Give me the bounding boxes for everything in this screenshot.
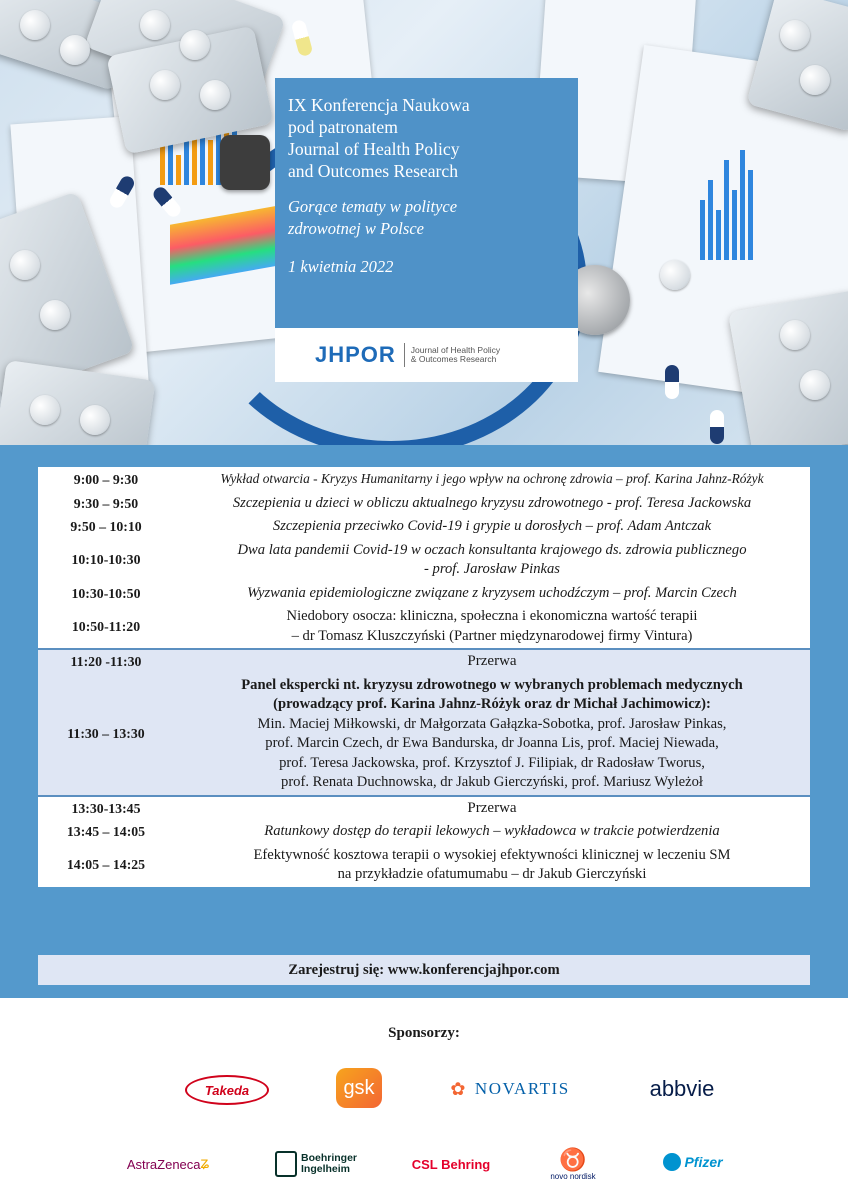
pill xyxy=(180,30,210,60)
agenda-time: 9:50 – 10:10 xyxy=(70,519,142,534)
agenda-topic-line: – dr Tomasz Kluszczyński (Partner międzynarodowej firmy Vintura) xyxy=(291,627,693,644)
agenda-row-break xyxy=(38,796,810,821)
pill xyxy=(780,320,810,350)
agenda-topic-line: na przykładzie ofatumumabu – dr Jakub Gierczyński xyxy=(337,866,647,882)
pill xyxy=(40,300,70,330)
pill-blister xyxy=(728,290,848,445)
registration-link[interactable]: Zarejestruj się: www.konferencjajhpor.com xyxy=(38,955,810,985)
capsule xyxy=(665,365,679,399)
agenda-time: 10:30-10:50 xyxy=(71,585,141,601)
agenda-time: 10:50-11:20 xyxy=(38,605,174,649)
sponsor-abbvie-logo: abbvie xyxy=(649,1076,715,1101)
logo-divider xyxy=(404,343,405,367)
subtitle-line: Gorące tematy w polityce xyxy=(288,197,458,216)
agenda-topic xyxy=(174,844,810,887)
pill xyxy=(200,80,230,110)
pill xyxy=(20,10,50,40)
agenda-row xyxy=(38,515,810,539)
sponsor-boehringer-logo xyxy=(275,1148,361,1180)
panel-title-line: Panel ekspercki nt. kryzysu zdrowotnego w wybranych problemach medycznych xyxy=(241,676,743,693)
agenda-topic-line: Szczepienia u dzieci w obliczu aktualnego kryzysu zdrowotnego - prof. Teresa Jackowska xyxy=(232,494,752,511)
sponsor-takeda-logo: Takeda xyxy=(185,1075,269,1105)
sponsor-pfizer-name: Pfizer xyxy=(684,1154,723,1170)
conference-title xyxy=(288,94,566,182)
pill xyxy=(780,20,810,50)
agenda-time: 11:30 – 13:30 xyxy=(38,674,174,796)
pill xyxy=(80,405,110,435)
panel-speakers-line: Min. Maciej Miłkowski, dr Małgorzata Gałązka-Sobotka, prof. Jarosław Pinkas, xyxy=(257,715,727,732)
panel-title-line: (prowadzący prof. Karina Jahnz-Różyk oraz dr Michał Jachimowicz): xyxy=(273,696,711,712)
agenda-time: 13:30-13:45 xyxy=(71,800,141,816)
agenda-topic-line: Niedobory osocza: kliniczna, społeczna i ekonomiczna wartość terapii xyxy=(286,608,698,624)
title-line: and Outcomes Research xyxy=(288,161,459,181)
agenda-topic xyxy=(174,467,810,492)
panel-speakers-line: prof. Marcin Czech, dr Ewa Bandurska, dr Joanna Lis, prof. Maciej Niewada, xyxy=(265,735,719,751)
logo-wordmark: JHPOR xyxy=(315,342,396,367)
agenda-time: 10:10-10:30 xyxy=(71,552,141,568)
pill xyxy=(10,250,40,280)
pill xyxy=(140,10,170,40)
subtitle-line: zdrowotnej w Polsce xyxy=(288,219,424,238)
conference-date: 1 kwietnia 2022 xyxy=(288,257,394,276)
agenda-topic-line: Dwa lata pandemii Covid-19 w oczach konsultanta krajowego ds. zdrowia publicznego xyxy=(237,541,747,558)
pill xyxy=(60,35,90,65)
capsule xyxy=(710,410,724,444)
agenda-topic xyxy=(174,515,810,539)
conference-subtitle xyxy=(288,196,566,240)
pill xyxy=(800,65,830,95)
pill xyxy=(150,70,180,100)
logo-caption-line: Journal of Health Policy xyxy=(410,345,501,355)
agenda-topic xyxy=(174,820,810,844)
agenda-topic xyxy=(174,649,810,674)
pfizer-helix-icon xyxy=(663,1153,681,1171)
agenda-row-panel xyxy=(38,674,810,796)
panel-speakers-line: prof. Teresa Jackowska, prof. Krzysztof J. Filipiak, dr Radosław Tworus, xyxy=(279,754,705,771)
sponsor-novonordisk-logo xyxy=(548,1144,598,1184)
bar-chart-graphic xyxy=(700,140,753,260)
agenda-row xyxy=(38,467,810,492)
agenda-table xyxy=(38,467,810,887)
agenda-topic xyxy=(174,605,810,649)
pill xyxy=(800,370,830,400)
sponsor-novartis-logo xyxy=(445,1074,575,1104)
sponsors-heading: Sponsorzy: xyxy=(388,1025,460,1041)
panel-speakers-line: prof. Renata Duchnowska, dr Jakub Gierczyński, prof. Mariusz Wyleżoł xyxy=(281,774,703,790)
title-line: Journal of Health Policy xyxy=(288,139,460,159)
agenda-topic-line: - prof. Jarosław Pinkas xyxy=(424,561,560,577)
agenda-time: 11:20 -11:30 xyxy=(38,649,174,674)
sponsor-boehringer-name: Boehringer Ingelheim xyxy=(301,1152,358,1175)
glucometer xyxy=(220,135,270,190)
agenda-topic xyxy=(174,796,810,821)
agenda-topic xyxy=(174,582,810,606)
agenda-topic xyxy=(174,539,810,582)
agenda-topic-line: Efektywność kosztowa terapii o wysokiej efektywności klinicznej w leczeniu SM xyxy=(253,846,731,863)
sponsor-pfizer-logo xyxy=(658,1148,728,1176)
agenda-row xyxy=(38,820,810,844)
agenda-time: 14:05 – 14:25 xyxy=(66,857,146,873)
jhpor-logo xyxy=(275,328,578,382)
sponsor-gsk-logo: gsk xyxy=(336,1068,382,1108)
logo-caption xyxy=(411,346,500,364)
novartis-flame-icon: ✿ xyxy=(450,1078,467,1099)
agenda-topic-line: Przerwa xyxy=(467,799,517,816)
agenda-row xyxy=(38,582,810,606)
agenda-topic-line: Przerwa xyxy=(467,653,517,669)
agenda-row xyxy=(38,539,810,582)
sponsor-novonordisk-name: novo nordisk xyxy=(550,1171,596,1181)
agenda-row-break xyxy=(38,649,810,674)
agenda-time: 13:45 – 14:05 xyxy=(66,824,146,839)
novo-bull-icon: ♉ xyxy=(559,1146,587,1172)
agenda-topic xyxy=(174,674,810,796)
sponsor-novartis-name: NOVARTIS xyxy=(474,1079,570,1098)
pill xyxy=(30,395,60,425)
agenda-row xyxy=(38,605,810,649)
agenda-topic xyxy=(174,492,810,516)
logo-caption-line: & Outcomes Research xyxy=(410,354,497,364)
pill xyxy=(660,260,690,290)
astrazeneca-swirl-icon: ʑ xyxy=(200,1155,210,1172)
boehringer-building-icon xyxy=(275,1151,297,1177)
agenda-topic-line: Ratunkowy dostęp do terapii lekowych – wykładowca w trakcie potwierdzenia xyxy=(264,823,720,839)
agenda-row xyxy=(38,844,810,887)
sponsor-csl-logo: CSL Behring xyxy=(411,1156,491,1172)
agenda-time: 9:00 – 9:30 xyxy=(73,471,139,487)
title-line: pod patronatem xyxy=(288,117,398,137)
conference-title-box xyxy=(275,78,578,328)
agenda-topic-line: Wykład otwarcia - Kryzys Humanitarny i jego wpływ na ochronę zdrowia – prof. Karina Jahnz-Różyk xyxy=(220,471,764,486)
agenda-time: 9:30 – 9:50 xyxy=(73,495,139,511)
sponsor-astrazeneca-logo xyxy=(118,1150,218,1178)
agenda-topic-line: Szczepienia przeciwko Covid-19 i grypie u dorosłych – prof. Adam Antczak xyxy=(272,518,712,534)
agenda-row xyxy=(38,492,810,516)
title-line: IX Konferencja Naukowa xyxy=(288,95,470,115)
sponsor-astrazeneca-name: AstraZeneca xyxy=(126,1156,201,1172)
agenda-topic-line: Wyzwania epidemiologiczne związane z kryzysem uchodźczym – prof. Marcin Czech xyxy=(247,584,737,601)
